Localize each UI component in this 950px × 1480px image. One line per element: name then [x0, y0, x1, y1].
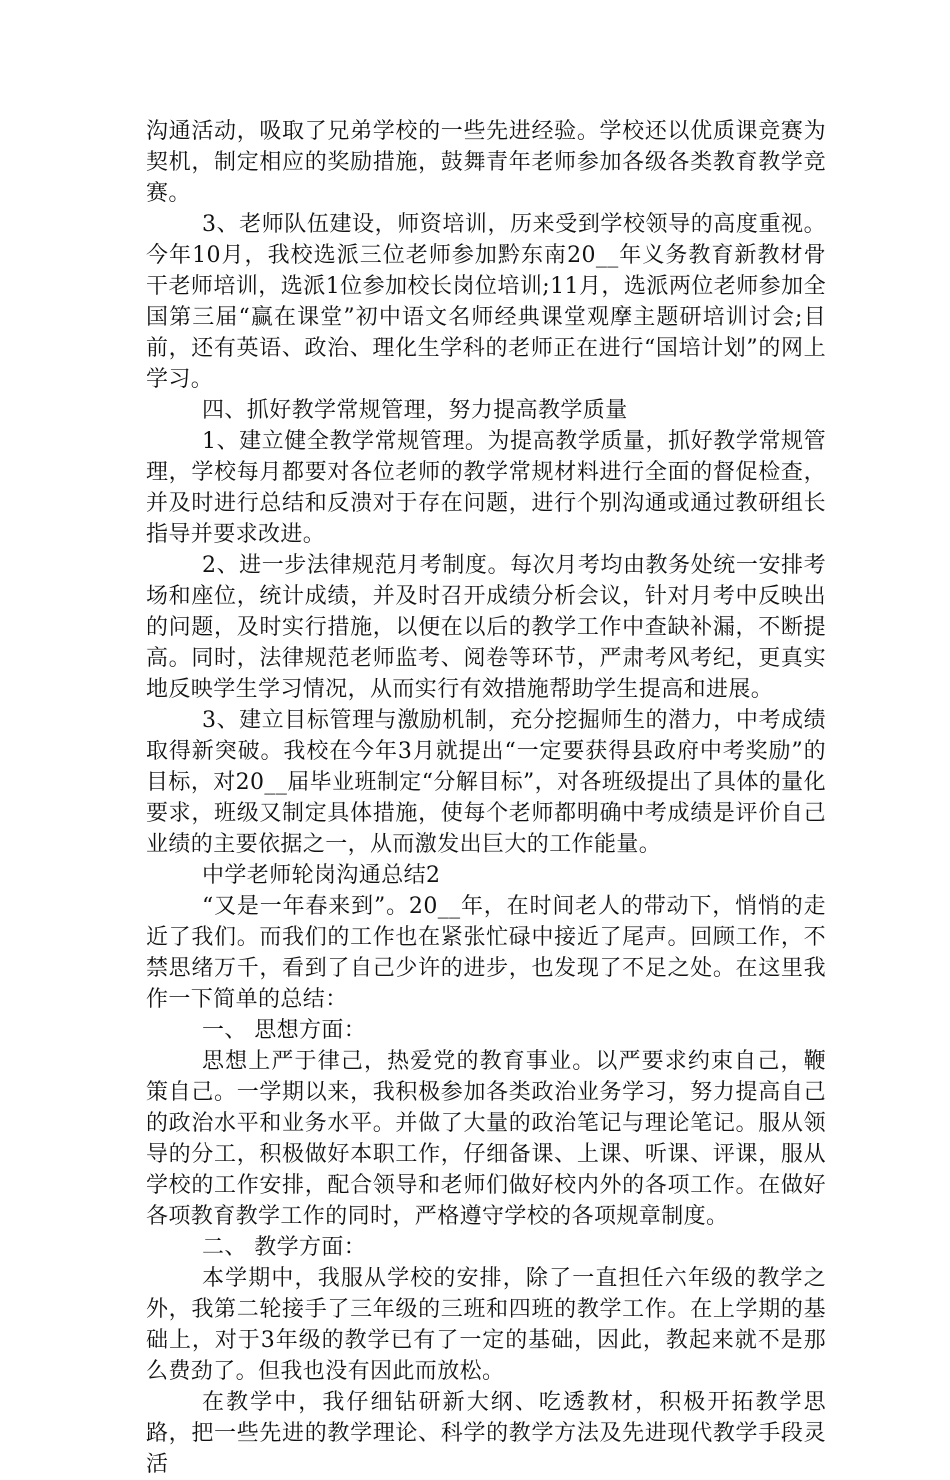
- paragraph-communication-activities: 沟通活动，吸取了兄弟学校的一些先进经验。学校还以优质课竞赛为契机，制定相应的奖励措施，鼓舞青年老师参加各级各类教育教学竞赛。: [146, 119, 826, 206]
- paragraph-target-management: 3、建立目标管理与激励机制，充分挖掘师生的潜力，中考成绩取得新突破。我校在今年3月就提出“一定要获得县政府中考奖励”的目标，对20__届毕业班制定“分解目标”，对各班级提出了具体的量化要求，班级又制定具体措施，使每个老师都明确中考成绩是评价自己业绩的主要依据之一，从而激发出巨大的工作能量。: [146, 708, 826, 857]
- section-heading-ideology: 一、 思想方面：: [202, 1018, 367, 1043]
- paragraph-monthly-exam: 2、进一步法律规范月考制度。每次月考均由教务处统一安排考场和座位，统计成绩，并及时召开成绩分析会议，针对月考中反映出的问题，及时实行措施，以便在以后的教学工作中查缺补漏，不断提高。同时，法律规范老师监考、阅卷等环节，严肃考风考纪，更真实地反映学生学习情况，从而实行有效措施帮助学生提高和进展。: [146, 553, 826, 702]
- document-title-summary-2: 中学老师轮岗沟通总结2: [202, 863, 441, 888]
- document-body: [146, 116, 826, 1480]
- paragraph-teacher-training: 3、老师队伍建设，师资培训，历来受到学校领导的高度重视。今年10月，我校选派三位老师参加黔东南20__年义务教育新教材骨干老师培训，选派1位参加校长岗位培训;11月，选派两位老师参加全国第三届“赢在课堂”初中语文名师经典课堂观摩主题研培训讨会;目前，还有英语、政治、理化生学科的老师正在进行“国培计划”的网上学习。: [146, 212, 826, 392]
- paragraph-teaching-methods: 在教学中，我仔细钻研新大纲、吃透教材，积极开拓教学思路，把一些先进的教学理论、科学的教学方法及先进现代教学手段灵活: [146, 1390, 826, 1477]
- paragraph-new-year-intro: “又是一年春来到”。20__年，在时间老人的带动下，悄悄的走近了我们。而我们的工作也在紧张忙碌中接近了尾声。回顾工作，不禁思绪万千，看到了自己少许的进步，也发现了不足之处。在这里我作一下简单的总结：: [146, 894, 826, 1012]
- paragraph-teaching-semester: 本学期中，我服从学校的安排，除了一直担任六年级的教学之外，我第二轮接手了三年级的三班和四班的教学工作。在上学期的基础上，对于3年级的教学已有了一定的基础，因此，教起来就不是那么费劲了。但我也没有因此而放松。: [146, 1266, 826, 1384]
- paragraph-routine-management: 1、建立健全教学常规管理。为提高教学质量，抓好教学常规管理，学校每月都要对各位老师的教学常规材料进行全面的督促检查，并及时进行总结和反溃对于存在问题，进行个别沟通或通过教研组长指导并要求改进。: [146, 429, 826, 547]
- section-heading-teaching-routine: 四、抓好教学常规管理，努力提高教学质量: [202, 398, 628, 423]
- paragraph-ideology: 思想上严于律己，热爱党的教育事业。以严要求约束自己，鞭策自己。一学期以来，我积极参加各类政治业务学习，努力提高自己的政治水平和业务水平。并做了大量的政治笔记与理论笔记。服从领导的分工，积极做好本职工作，仔细备课、上课、听课、评课，服从学校的工作安排，配合领导和老师们做好校内外的各项工作。在做好各项教育教学工作的同时，严格遵守学校的各项规章制度。: [146, 1049, 826, 1229]
- section-heading-teaching: 二、 教学方面：: [202, 1235, 367, 1260]
